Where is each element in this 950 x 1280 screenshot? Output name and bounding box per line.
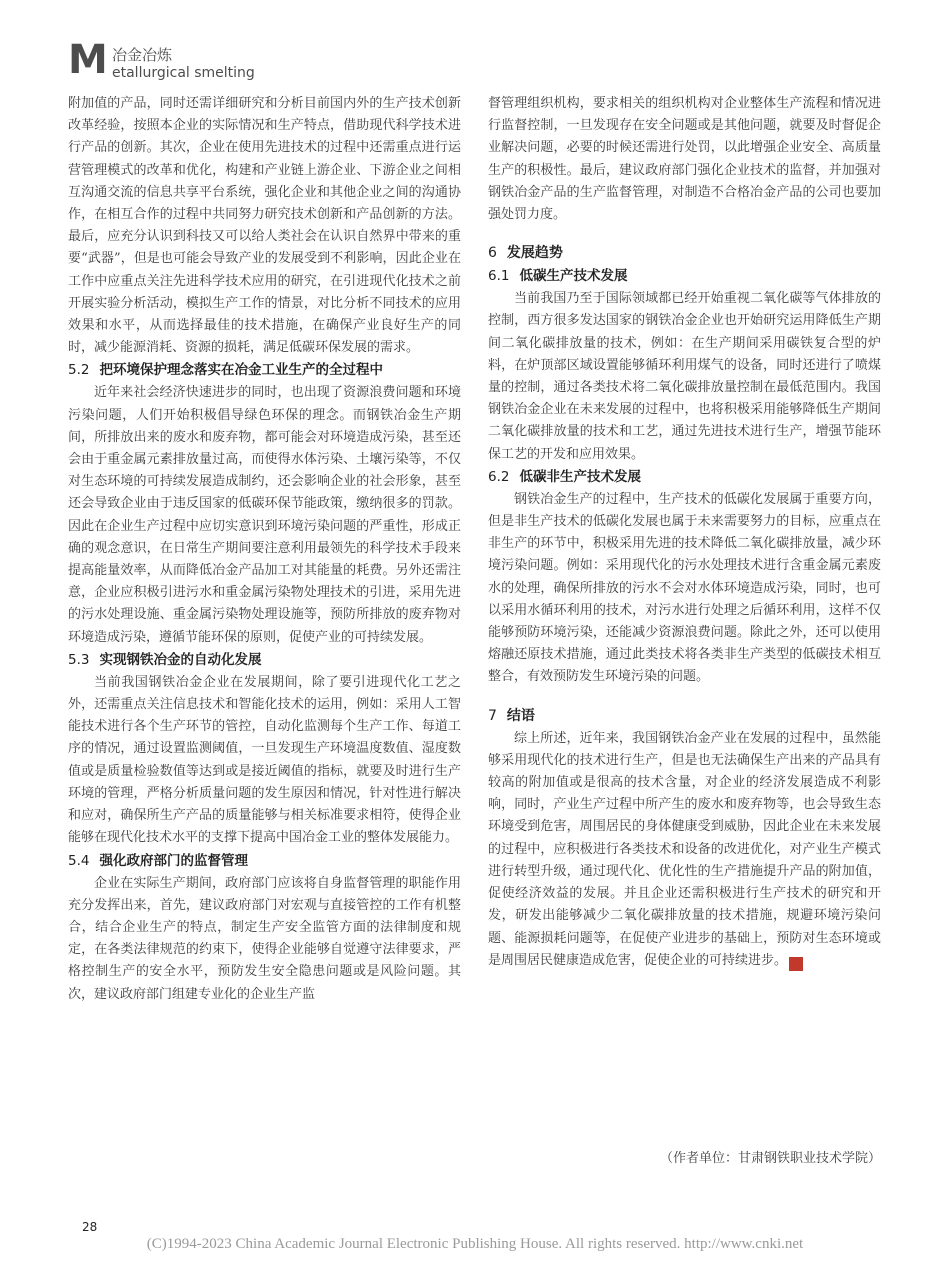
paragraph: 当前我国乃至于国际领域都已经开始重视二氧化碳等气体排放的控制，西方很多发达国家的钢铁冶金企业也开始研究运用降低生产期间二氧化碳排放量的技术，例如：在生产期间采用碳铁复合型的炉料，在炉顶部区域设置能够循环利用煤气的设备，同时还进行了喷煤量的控制，通过各类技术将二氧化碳排放量控制在最低范围内。我国钢铁冶金企业在未来发展的过程中，也将积极采用能够降低生产期间二氧化碳排放量的技术和工艺，通过先进技术进行生产，增强节能环保工艺的开发和应用效果。 <box>488 291 881 462</box>
section-heading-5-4 <box>68 850 461 873</box>
chapter-number: 7 <box>488 707 497 724</box>
section-title: 把环境保护理念落实在冶金工业生产的全过程中 <box>99 362 383 379</box>
copyright-footer: (C)1994-2023 China Academic Journal Electronic Publishing House. All rights reserved. http://www.cnki.net <box>146 1236 804 1252</box>
journal-header <box>68 37 328 84</box>
section-gap <box>488 226 881 242</box>
section-number: 6.2 <box>488 468 510 485</box>
chapter-title: 结语 <box>506 707 535 724</box>
journal-title-cn: 冶金冶炼 <box>112 46 173 64</box>
page-number: 28 <box>82 1220 98 1234</box>
section-heading-6-2 <box>488 466 881 489</box>
journal-title-en: etallurgical smelting <box>112 65 255 81</box>
paragraph: 钢铁冶金生产的过程中，生产技术的低碳化发展属于重要方向，但是非生产技术的低碳化发展也属于未来需要努力的目标，应重点在非生产的环节中，积极采用先进的技术降低二氧化碳排放量，减少环境污染问题。例如：采用现代化的污水处理技术进行含重金属元素废水的处理，确保所排放的污水不会对水体环境造成污染，同时，也可以采用水循环利用的技术，对污水进行处理之后循环利用，这样不仅能够预防环境污染，还能减少资源浪费问题。除此之外，还可以使用熔融还原技术措施，通过此类技术将各类非生产类型的低碳技术相互整合，有效预防发生环境污染的问题。 <box>488 491 881 685</box>
paragraph: 近年来社会经济快速进步的同时，也出现了资源浪费问题和环境污染问题，人们开始积极倡导绿色环保的理念。而钢铁冶金生产期间，所排放出来的废水和废弃物，都可能会对环境造成污染，甚至还会由于重金属元素排放量过高，而使得水体污染、土壤污染等，不仅对生态环境的可持续发展造成制约，还会影响企业的社会形象，甚至还会导致企业由于违反国家的低碳环保节能政策，缴纳很多的罚款。因此在企业生产过程中应切实意识到环境污染问题的严重性，形成正确的观念意识，在日常生产期间要注意利用最领先的科学技术手段来提高能量效率，从而降低冶金产品加工对其能量的耗费。另外还需注意，企业应积极引进污水和重金属污染物处理技术的引进，采用先进的污水处理设施、重金属污染物处理设施等，预防所排放的废弃物对环境造成污染，遵循节能环保的原则，促使产业的可持续发展。 <box>68 385 461 645</box>
chapter-title: 发展趋势 <box>506 245 563 262</box>
right-column <box>488 93 881 972</box>
section-number: 5.3 <box>68 651 90 668</box>
section-title: 强化政府部门的监督管理 <box>99 852 248 869</box>
section-number: 5.4 <box>68 852 90 869</box>
section-heading-5-2 <box>68 359 461 382</box>
paragraph: 附加值的产品，同时还需详细研究和分析目前国内外的生产技术创新改革经验，按照本企业的实际情况和生产特点，借助现代科学技术进行产品的创新。其次，企业在使用先进技术的过程中还需重点进行运营管理模式的改革和优化，构建和产业链上游企业、下游企业之间相互沟通交流的信息共享平台系统，强化企业和其他企业之间的沟通协作，在相互合作的过程中共同努力研究技术创新和产品创新的方法。最后，应充分认识到科技又可以给人类社会在认识自然界中带来的重要“武器”，但是也可能会导致产业的发展受到不利影响，因此企业在工作中应重点关注先进科学技术应用的研究，在引进现代化技术之前开展实验分析活动，模拟生产工作的情景，对比分析不同技术的应用效果和水平，从而选择最佳的技术措施，在确保产业良好生产的同时，减少能源消耗、资源的损耗，满足低碳环保发展的需求。 <box>68 96 461 356</box>
section-title: 实现钢铁冶金的自动化发展 <box>99 651 262 668</box>
section-title: 低碳非生产技术发展 <box>519 468 641 485</box>
author-affiliation: （作者单位：甘肃钢铁职业技术学院） <box>659 1151 881 1166</box>
section-number: 6.1 <box>488 268 510 285</box>
paragraph: 督管理组织机构，要求相关的组织机构对企业整体生产流程和情况进行监督控制，一旦发现存在安全问题或是其他问题，就要及时督促企业解决问题，必要的时候还需进行处罚，以此增强企业安全、高质量生产的积极性。最后，建议政府部门强化企业技术的监督，并加强对钢铁冶金产品的生产监督管理，对制造不合格冶金产品的公司也要加强处罚力度。 <box>488 96 881 223</box>
paragraph: 企业在实际生产期间，政府部门应该将自身监督管理的职能作用充分发挥出来，首先，建议政府部门对宏观与直接管控的工作有机整合，结合企业生产的特点，制定生产安全监管方面的法律制度和规定，在各类法律规范的约束下，使得企业能够自觉遵守法律要求，严格控制生产的安全水平，预防发生安全隐患问题或是风险问题。其次，建议政府部门组建专业化的企业生产监 <box>68 875 461 1002</box>
chapter-heading-7 <box>488 705 881 728</box>
section-number: 5.2 <box>68 362 90 379</box>
section-title: 低碳生产技术发展 <box>519 268 628 285</box>
conclusion-text: 综上所述，近年来，我国钢铁冶金产业在发展的过程中，虽然能够采用现代化的技术进行生产，但是也无法确保生产出来的产品具有较高的附加值或是很高的技术含量，对企业的经济发展造成不利影响，同时，产业生产过程中所产生的废水和废弃物等，也会导致生态环境受到危害，周围居民的身体健康受到威胁，因此企业在未来发展的过程中，应积极进行各类技术和设备的改进优化，对产业生产模式进行转型升级，通过现代化、优化性的生产措施提升产品的附加值，促使经济效益的发展。并且企业还需积极进行生产技术的研究和开发，研发出能够减少二氧化碳排放量的技术措施，规避环境污染问题、能源损耗问题等，在促使产业进步的基础上，预防对生态环境或是周围居民健康造成危害，促使企业的可持续进步。 <box>488 730 881 968</box>
section-gap <box>488 689 881 705</box>
chapter-number: 6 <box>488 245 497 262</box>
journal-logo-letter: M <box>68 37 108 83</box>
chapter-heading-6 <box>488 242 881 265</box>
conclusion-paragraph <box>488 728 881 972</box>
paragraph: 当前我国钢铁冶金企业在发展期间，除了要引进现代化工艺之外，还需重点关注信息技术和智能化技术的运用，例如：采用人工智能技术进行各个生产环节的管控，自动化监测每个生产工作、每道工序的情况，通过设置监测阈值，一旦发现生产环境温度数值、湿度数值或是质量检验数值等达到或是接近阈值的指标，就要及时进行生产环境的管理，严格分析质量问题的发生原因和情况，针对性进行解决和应对，确保所生产产品的质量能够与相关标准要求相符，使得企业能够在现代化技术水平的支撑下提高中国冶金工业的整体发展能力。 <box>68 674 461 846</box>
section-heading-6-1 <box>488 265 881 288</box>
section-heading-5-3 <box>68 649 461 672</box>
article-end-mark-icon: 涌 <box>789 957 803 971</box>
left-column <box>68 93 461 1006</box>
